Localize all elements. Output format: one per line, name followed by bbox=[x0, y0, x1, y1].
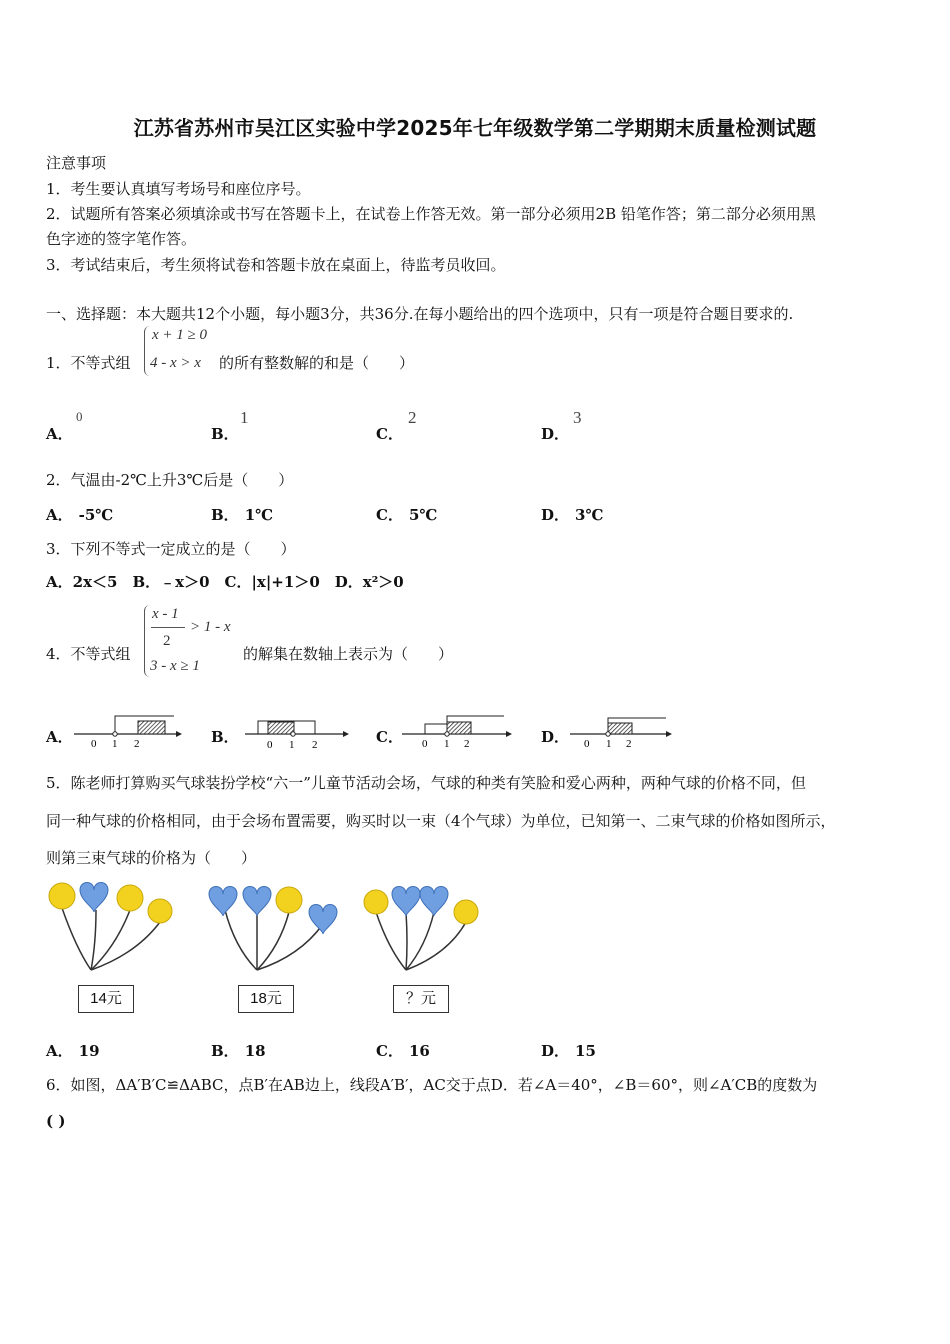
notice-item: 色字迹的签字笔作答。 bbox=[46, 230, 197, 248]
smile-balloon bbox=[364, 890, 388, 914]
q6-line1: 6．如图，ΔA′B′C≌ΔABC，点B′在AB边上，线段A′B′，AC交于点D．若∠A＝40°，∠B＝60°，则∠A′CB的度数为 bbox=[46, 1076, 818, 1094]
q4-option-b[interactable]: B． bbox=[211, 728, 239, 746]
smile-balloon bbox=[454, 900, 478, 924]
q1-option-a-value: 0 bbox=[76, 409, 83, 424]
q2-text: 2．气温由-2℃上升3℃后是（ ） bbox=[46, 471, 294, 489]
tick-label: 2 bbox=[312, 739, 318, 751]
q1-option-b-value: 1 bbox=[240, 408, 249, 427]
q1-system-line2: 4 - x > x bbox=[150, 355, 201, 371]
q3-text: 3．下列不等式一定成立的是（ ） bbox=[46, 540, 296, 558]
heart-balloon bbox=[209, 887, 237, 917]
shaded-region bbox=[138, 721, 165, 734]
q3-options[interactable]: A．2x＜5 B．﹣x＞0 C．|x|+1＞0 D．x²＞0 bbox=[46, 573, 404, 591]
heart-balloon bbox=[392, 887, 420, 917]
price-box-2: 18元 bbox=[238, 985, 294, 1013]
q6-line2: ( ) bbox=[46, 1112, 66, 1130]
q2-option-a[interactable]: A． -5℃ bbox=[46, 506, 114, 524]
notice-item: 1．考生要认真填写考场号和座位序号。 bbox=[46, 180, 311, 198]
axis-arrow bbox=[343, 731, 349, 737]
q1-prefix: 1．不等式组 bbox=[46, 354, 131, 372]
q5-line: 5．陈老师打算购买气球装扮学校“六一”儿童节活动会场，气球的种类有笑脸和爱心两种，两种气球的价格不同，但 bbox=[46, 774, 806, 792]
q4-system-line1-rest: > 1 - x bbox=[190, 619, 231, 635]
q4-prefix: 4．不等式组 bbox=[46, 645, 131, 663]
tick-label: 2 bbox=[134, 738, 140, 750]
q2-option-b[interactable]: B． 1℃ bbox=[211, 506, 274, 524]
q1-option-d-value: 3 bbox=[573, 408, 582, 427]
q5-option-a[interactable]: A． 19 bbox=[46, 1042, 100, 1060]
q1-suffix: 的所有整数解的和是（ ） bbox=[219, 354, 415, 372]
q4-numberline-c bbox=[400, 712, 515, 752]
q4-numberline-a bbox=[72, 712, 182, 752]
q4-numberline-d bbox=[568, 712, 676, 752]
tick-label: 1 bbox=[289, 739, 295, 751]
q5-option-d[interactable]: D． 15 bbox=[541, 1042, 596, 1060]
tick-label: 2 bbox=[464, 738, 470, 750]
q1-option-c-value: 2 bbox=[408, 408, 417, 427]
q4-option-a[interactable]: A． bbox=[46, 728, 73, 746]
shaded-region bbox=[447, 722, 471, 734]
price-box-1: 14元 bbox=[78, 985, 134, 1013]
page-title: 江苏省苏州市吴江区实验中学2025年七年级数学第二学期期末质量检测试题 bbox=[133, 116, 817, 140]
q4-option-d[interactable]: D． bbox=[541, 728, 570, 746]
axis-arrow bbox=[176, 731, 182, 737]
smile-balloon bbox=[276, 887, 302, 913]
open-dot bbox=[606, 732, 610, 736]
q1-system-line1: x + 1 ≥ 0 bbox=[152, 327, 208, 343]
heart-balloon bbox=[309, 905, 337, 935]
heart-balloon bbox=[420, 887, 448, 917]
shaded-region bbox=[608, 723, 632, 734]
tick-label: 0 bbox=[584, 738, 590, 750]
smile-balloon bbox=[117, 885, 143, 911]
q5-line: 则第三束气球的价格为（ ） bbox=[46, 849, 257, 867]
tick-label: 1 bbox=[606, 738, 612, 750]
smile-balloon bbox=[148, 899, 172, 923]
smile-balloon bbox=[49, 883, 75, 909]
solution-bracket bbox=[425, 724, 447, 734]
q4-suffix: 的解集在数轴上表示为（ ） bbox=[243, 645, 454, 663]
balloon-bunch-2 bbox=[205, 878, 345, 998]
shaded-region bbox=[268, 722, 294, 734]
q2-option-d[interactable]: D． 3℃ bbox=[541, 506, 604, 524]
tick-label: 2 bbox=[626, 738, 632, 750]
q5-option-c[interactable]: C． 16 bbox=[376, 1042, 430, 1060]
q5-option-b[interactable]: B． 18 bbox=[211, 1042, 266, 1060]
heart-balloon bbox=[243, 887, 271, 917]
q4-fraction-bar bbox=[151, 627, 185, 628]
balloon-bunch-1 bbox=[46, 878, 186, 998]
q4-frac-denominator: 2 bbox=[163, 633, 171, 649]
balloon-bunch-3 bbox=[360, 878, 485, 998]
q4-option-c[interactable]: C． bbox=[376, 728, 403, 746]
tick-label: 0 bbox=[422, 738, 428, 750]
notice-item: 2．试题所有答案必须填涂或书写在答题卡上，在试卷上作答无效。第一部分必须用2B 铅笔作答；第二部分必须用黑 bbox=[46, 205, 816, 223]
tick-label: 0 bbox=[91, 738, 97, 750]
notice-item: 3．考试结束后，考生须将试卷和答题卡放在桌面上，待监考员收回。 bbox=[46, 256, 506, 274]
q2-option-c[interactable]: C． 5℃ bbox=[376, 506, 438, 524]
notice-heading: 注意事项 bbox=[46, 154, 107, 172]
section-heading: 一、选择题：本大题共12个小题，每小题3分，共36分.在每小题给出的四个选项中，只有一项是符合题目要求的. bbox=[46, 305, 794, 323]
q1-option-b[interactable]: B． bbox=[211, 425, 239, 443]
open-dot bbox=[113, 732, 117, 736]
tick-label: 0 bbox=[267, 739, 273, 751]
q4-frac-numerator: x - 1 bbox=[152, 606, 179, 622]
q5-line: 同一种气球的价格相同，由于会场布置需要，购买时以一束（4个气球）为单位，已知第一、二束气球的价格如图所示， bbox=[46, 812, 836, 830]
tick-label: 1 bbox=[444, 738, 450, 750]
q4-numberline-b bbox=[243, 712, 353, 752]
q1-option-a[interactable]: A． bbox=[46, 425, 73, 443]
price-box-3: ？元 bbox=[393, 985, 449, 1013]
open-dot bbox=[291, 732, 295, 736]
q1-option-c[interactable]: C． bbox=[376, 425, 403, 443]
q4-system-line2: 3 - x ≥ 1 bbox=[150, 658, 200, 674]
axis-arrow bbox=[666, 731, 672, 737]
heart-balloon bbox=[80, 883, 108, 913]
axis-arrow bbox=[506, 731, 512, 737]
open-dot bbox=[445, 732, 449, 736]
tick-label: 1 bbox=[112, 738, 118, 750]
q1-option-d[interactable]: D． bbox=[541, 425, 570, 443]
